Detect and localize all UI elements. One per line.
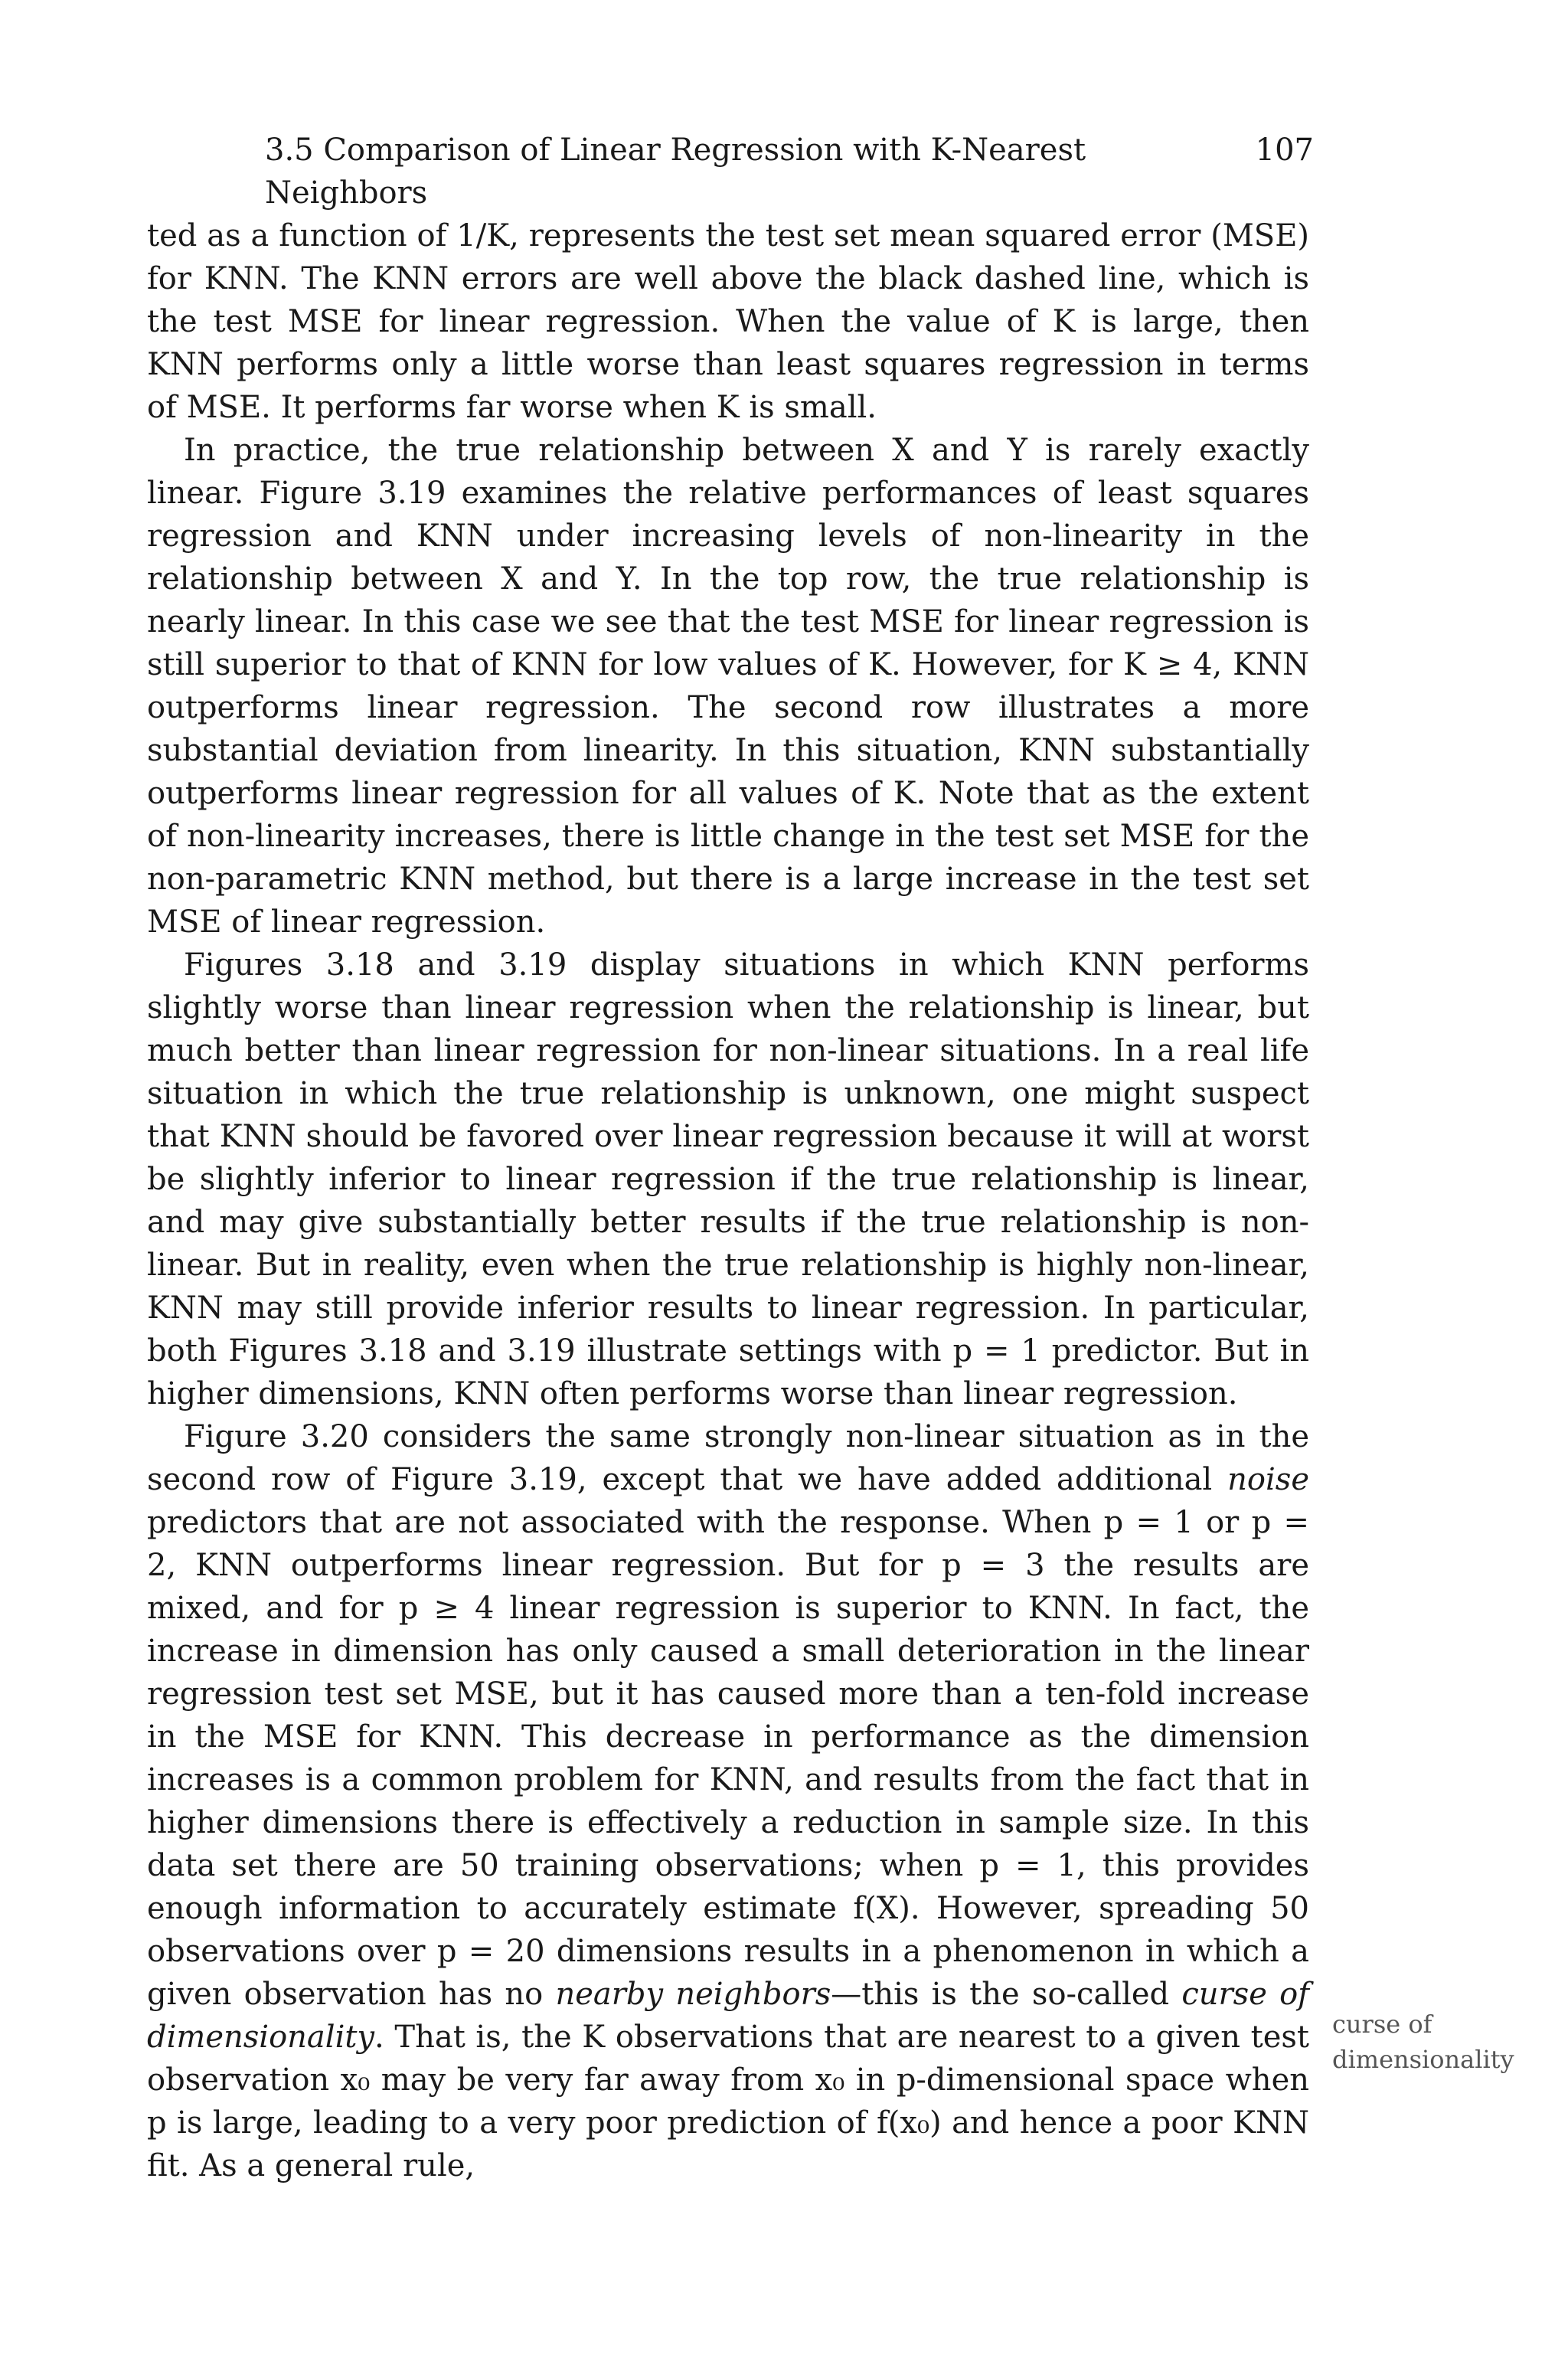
curse-of-dimensionality-term: curse of dimensionality (147, 1977, 1309, 2055)
page-number: 107 (1255, 132, 1314, 168)
running-title: 3.5 Comparison of Linear Regression with K-Nearest Neighbors (265, 132, 1086, 211)
paragraph-2: In practice, the true relationship between X and Y is rarely exactly linear. Figure 3.19 examines the relative performances of least squares regression and KNN under increasing levels of non-linearity in the relationship between X and Y. In the top row, the true relationship is nearly linear. In this case we see that the test MSE for linear regression is still superior to that of KNN for low values of K. However, for K ≥ 4, KNN outperforms linear regression. The second row illustrates a more substantial deviation from linearity. In this situation, KNN substantially outperforms linear regression for all values of K. Note that as the extent of non-linearity increases, there is little change in the test set MSE for the non-parametric KNN method, but there is a large increase in the test set MSE of linear regression. (147, 433, 1309, 940)
paragraph-4-part4: . That is, the K observations that are nearest to a given test observation x₀ may be very far away from x₀ in p-dimensional space when p is large, leading to a very poor prediction of f(x₀) and hence a poor KNN fit. As a general rule, (147, 2020, 1309, 2183)
nearby-neighbors-term: nearby neighbors (555, 1977, 831, 2012)
margin-note: curse of dimensionality (1332, 2010, 1514, 2074)
paragraph-3: Figures 3.18 and 3.19 display situations in which KNN performs slightly worse than linear regression when the relationship is linear, but much better than linear regression for non-linear situations. In a real life situation in which the true relationship is unknown, one might suspect that KNN should be favored over linear regression because it will at worst be slightly inferior to linear regression if the true relationship is linear, and may give substantially better results if the true relationship is non-linear. But in reality, even when the true relationship is highly non-linear, KNN may still provide inferior results to linear regression. In particular, both Figures 3.18 and 3.19 illustrate settings with p = 1 predictor. But in higher dimensions, KNN often performs worse than linear regression. (147, 947, 1309, 1411)
paragraph-4-part1: Figure 3.20 considers the same strongly non-linear situation as in the second row of Figure 3.19, except that we have added additional (147, 1419, 1309, 1497)
noise-term: noise (1227, 1462, 1309, 1497)
paragraph-4-part3: —this is the so-called (831, 1977, 1182, 2012)
running-header (265, 129, 1314, 211)
paragraph-4 (147, 1415, 1309, 2187)
main-text (147, 214, 1309, 2187)
paragraph-4-part2: predictors that are not associated with the response. When p = 1 or p = 2, KNN outperforms linear regression. But for p = 3 the results are mixed, and for p ≥ 4 linear regression is superior to KNN. In fact, the increase in dimension has only caused a small deterioration in the linear regression test set MSE, but it has caused more than a ten-fold increase in the MSE for KNN. This decrease in performance as the dimension increases is a common problem for KNN, and results from the fact that in higher dimensions there is effectively a reduction in sample size. In this data set there are 50 training observations; when p = 1, this provides enough information to accurately estimate f(X). However, spreading 50 observations over p = 20 dimensions results in a phenomenon in which a given observation has no (147, 1505, 1309, 2012)
paragraph-1: ted as a function of 1/K, represents the test set mean squared error (MSE) for KNN. The KNN errors are well above the black dashed line, which is the test MSE for linear regression. When the value of K is large, then KNN performs only a little worse than least squares regression in terms of MSE. It performs far worse when K is small. (147, 218, 1309, 425)
